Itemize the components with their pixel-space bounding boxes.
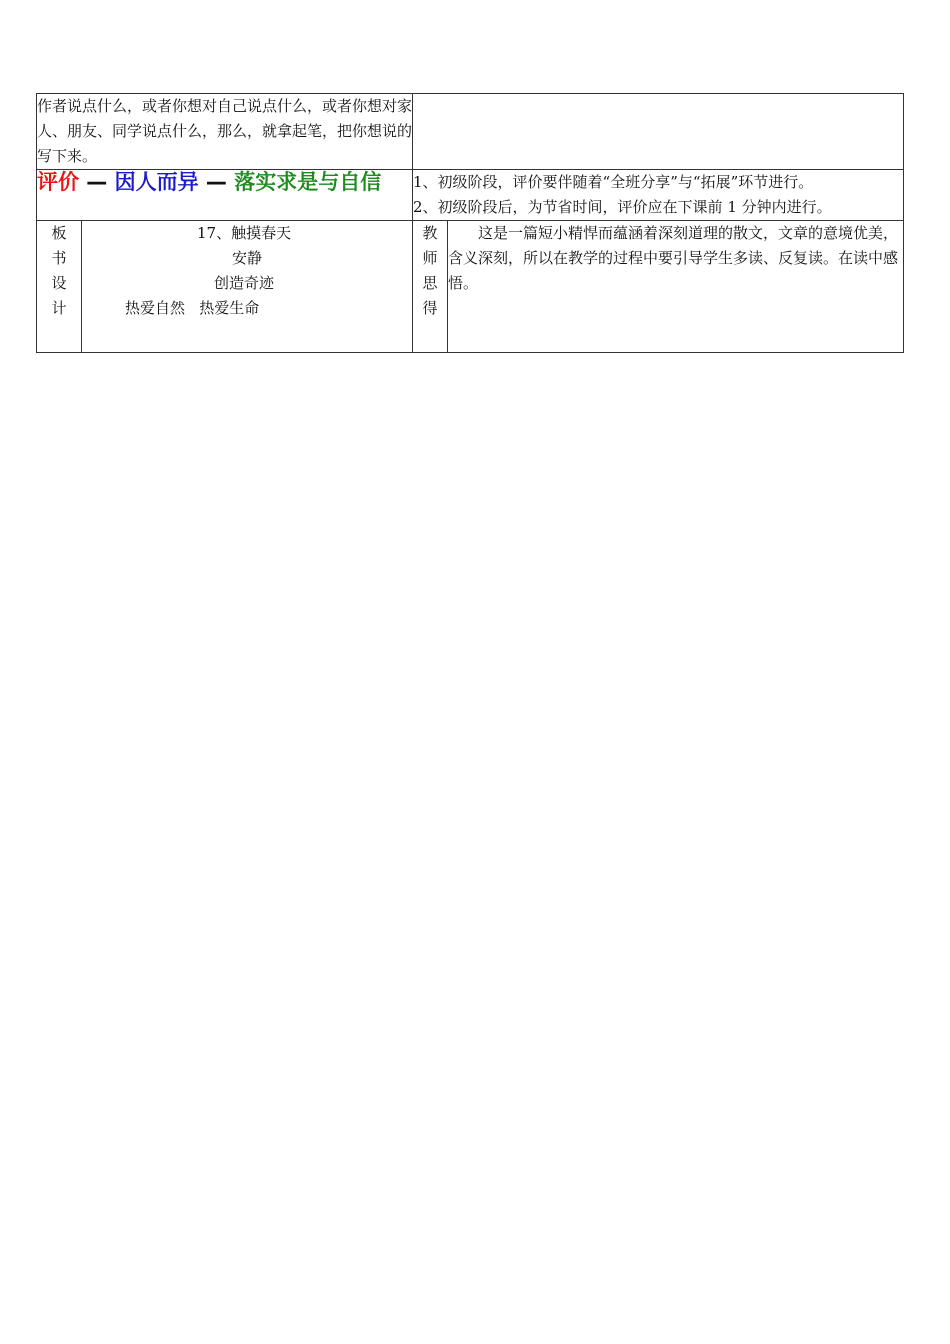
board-line: 热爱自然 热爱生命 [125, 299, 260, 317]
reflection-label-char: 教 [422, 224, 438, 242]
board-design-content [82, 221, 413, 353]
evaluation-item: 2、初级阶段后，为节省时间，评价应在下课前 1 分钟内进行。 [413, 198, 832, 216]
prompt-cell [37, 94, 413, 170]
evaluation-dash-1: — [79, 170, 115, 194]
board-label-char: 板 [51, 224, 67, 242]
board-row [37, 221, 904, 353]
board-label-char: 设 [51, 274, 67, 292]
prompt-row [37, 94, 904, 170]
evaluation-heading-part3: 落实求是与自信 [234, 170, 382, 194]
teacher-reflection-text: 这是一篇短小精悍而蕴涵着深刻道理的散文，文章的意境优美，含义深刻，所以在教学的过程中要引导学生多读、反复读。在读中感悟。 [448, 224, 899, 292]
evaluation-heading [37, 170, 413, 221]
board-line: 安静 [232, 249, 263, 267]
evaluation-heading-part2: 因人而异 [114, 170, 199, 194]
reflection-label-char: 得 [422, 299, 438, 317]
board-line: 创造奇迹 [214, 274, 275, 292]
prompt-text: 作者说点什么，或者你想对自己说点什么，或者你想对家人、朋友、同学说点什么，那么，就拿起笔，把你想说的写下来。 [37, 97, 413, 165]
evaluation-list [413, 170, 904, 221]
evaluation-dash-2: — [198, 170, 235, 194]
prompt-right-cell [413, 94, 904, 170]
lesson-plan-table [36, 93, 904, 353]
board-label-char: 计 [51, 299, 67, 317]
evaluation-heading-part1: 评价 [37, 170, 79, 194]
evaluation-item: 1、初级阶段，评价要伴随着“全班分享”与“拓展”环节进行。 [413, 173, 814, 191]
reflection-label-char: 师 [422, 249, 438, 267]
teacher-reflection-label [413, 221, 448, 353]
board-label-char: 书 [51, 249, 67, 267]
evaluation-row [37, 170, 904, 221]
board-design-label [37, 221, 82, 353]
reflection-label-char: 思 [422, 274, 438, 292]
teacher-reflection-content [448, 221, 904, 353]
board-title: 17、触摸春天 [197, 224, 292, 242]
